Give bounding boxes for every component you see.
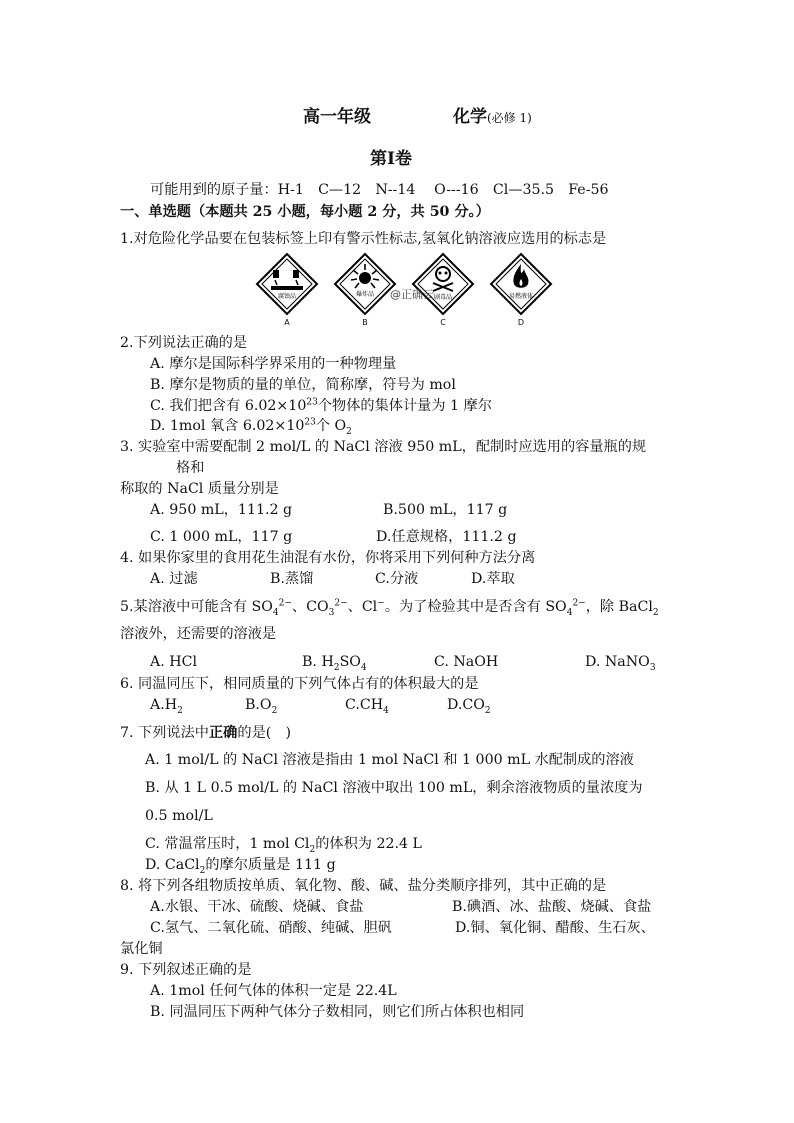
q7-stem-text: 7. 下列说法中	[120, 725, 209, 741]
edition-label: (必修 1)	[487, 111, 532, 125]
q6-c-text: C.CH	[345, 697, 384, 713]
q8-option-c: C.氢气、二氧化硫、硝酸、纯碱、胆矾	[150, 920, 392, 936]
q2-option-b: B. 摩尔是物质的量的单位，简称摩，符号为 mol	[150, 377, 456, 393]
volume-title: 第Ⅰ卷	[370, 149, 412, 169]
q7-c-sub: 2	[309, 844, 316, 855]
q2-c-text: C. 我们把含有 6.02×10	[150, 398, 307, 414]
flame-icon	[489, 252, 553, 316]
q6-stem: 6. 同温同压下，相同质量的下列气体占有的体积最大的是	[120, 676, 479, 692]
q5-s4: 4	[566, 607, 573, 618]
q7-d-text: D. CaCl	[145, 857, 200, 873]
sign-b-letter: B	[362, 318, 368, 327]
q5-b-mid: SO	[339, 654, 361, 670]
q3-option-b: B.500 mL，117 g	[383, 502, 508, 518]
q7-option-b-cont: 0.5 mol/L	[145, 808, 213, 824]
q7-option-c	[145, 836, 422, 855]
q5-b-s2: 4	[360, 662, 367, 673]
q2-d-sub: 2	[346, 426, 352, 437]
q9-option-b: B. 同温同压下两种气体分子数相同，则它们所占体积也相同	[150, 1004, 525, 1020]
q6-c-sub: 4	[383, 705, 389, 716]
sign-d-letter: D	[517, 318, 525, 327]
q6-b-text: B.O	[245, 697, 272, 713]
sign-a-text: 腐蚀品	[277, 293, 297, 300]
section-title: 一、单选题（本题共 25 小题，每小题 2 分，共 50 分。）	[120, 204, 490, 220]
q7-c-text: C. 常温常压时，1 mol Cl	[145, 836, 310, 852]
sign-d-text: 易燃液体	[508, 293, 534, 300]
sign-c-letter: C	[440, 318, 446, 327]
sign-c-text: 剧毒品	[433, 294, 453, 301]
q3-option-a: A. 950 mL，111.2 g	[150, 502, 293, 518]
q2-c-tail: 个物体的集体计量为 1 摩尔	[317, 398, 492, 414]
q5-t1: 5.某溶液中可能含有 SO	[120, 599, 273, 615]
q2-option-c	[150, 399, 492, 413]
q2-option-d	[150, 417, 352, 437]
q7-c-tail: 的体积为 22.4 L	[315, 836, 422, 852]
q1-stem: 1.对危险化学品要在包装标签上印有警示性标志,氢氧化钠溶液应选用的标志是	[120, 231, 607, 247]
subject-name: 化学	[453, 107, 487, 127]
q3-stem-cont2: 称取的 NaCl 质量分别是	[120, 481, 279, 497]
atomic-masses: 可能用到的原子量：H-1 C—12 N--14 O---16 Cl—35.5 Fe-56	[150, 182, 609, 198]
sign-b-text: 爆炸品	[355, 291, 375, 298]
q7-stem-bold: 正确	[208, 725, 238, 741]
q5-s1: 4	[272, 607, 279, 618]
q5-c2: 2−	[334, 598, 348, 609]
q8-stem: 8. 将下列各组物质按单质、氧化物、酸、碱、盐分类顺序排列，其中正确的是	[120, 878, 607, 894]
q7-option-b: B. 从 1 L 0.5 mol/L 的 NaCl 溶液中取出 100 mL，剩余溶液物质的量浓度为	[145, 780, 643, 796]
q5-option-b	[302, 654, 367, 673]
q9-stem: 9. 下列叙述正确的是	[120, 962, 252, 978]
q3-option-d: D.任意规格，111.2 g	[376, 529, 517, 545]
q6-option-b	[245, 697, 278, 716]
q6-a-sub: 2	[177, 705, 183, 716]
q2-option-a: A. 摩尔是国际科学界采用的一种物理量	[150, 356, 397, 372]
grade-title: 高一年级	[303, 107, 371, 127]
q8-option-b: B.碘酒、冰、盐酸、烧碱、食盐	[452, 899, 652, 915]
q5-b-s1: 2	[333, 662, 340, 673]
q6-d-text: D.CO	[447, 697, 485, 713]
q6-option-d	[447, 697, 491, 716]
sign-b	[333, 252, 397, 332]
q9-option-a: A. 1mol 任何气体的体积一定是 22.4L	[150, 983, 397, 999]
q5-s2: 3	[328, 607, 335, 618]
sign-a-letter: A	[284, 318, 290, 327]
q7-d-sub: 2	[199, 865, 206, 876]
q5-stem	[120, 598, 659, 618]
q5-d-text: D. NaNO	[585, 654, 650, 670]
sign-d	[489, 252, 553, 332]
corrosive-icon	[255, 252, 319, 316]
q5-t5: ，除 BaCl	[585, 599, 653, 615]
q5-option-d	[585, 654, 656, 673]
q5-c4: 2−	[572, 598, 586, 609]
q5-s5: 2	[652, 607, 659, 618]
q7-stem	[120, 726, 291, 740]
q7-option-a: A. 1 mol/L 的 NaCl 溶液是指由 1 mol NaCl 和 1 000 mL 水配制成的溶液	[145, 752, 634, 768]
q5-t4: 。为了检验其中是否含有 SO	[384, 599, 567, 615]
q6-a-text: A.H	[150, 697, 178, 713]
q5-t2: 、CO	[291, 599, 329, 615]
q7-d-tail: 的摩尔质量是 111 g	[205, 857, 336, 873]
q2-d-text: D. 1mol 氧含 6.02×10	[150, 418, 305, 434]
q7-option-d	[145, 857, 336, 876]
q5-b-text: B. H	[302, 654, 334, 670]
q7-stem-tail: 的是( )	[237, 725, 292, 741]
q3-stem-cont: 格和	[176, 460, 205, 476]
q2-c-sup: 23	[306, 397, 318, 408]
skull-icon	[411, 252, 475, 316]
subject-title	[453, 109, 532, 126]
sign-a	[255, 252, 319, 332]
q5-option-a: A. HCl	[150, 654, 198, 670]
q5-option-c: C. NaOH	[434, 654, 499, 670]
q4-option-c: C.分液	[375, 571, 419, 587]
q8-option-a: A.水银、干冰、硫酸、烧碱、食盐	[150, 899, 364, 915]
q5-stem-cont: 溶液外，还需要的溶液是	[120, 626, 277, 642]
q6-option-c	[345, 697, 389, 716]
q4-option-a: A. 过滤	[150, 571, 198, 587]
q5-t3: 、Cl	[347, 599, 378, 615]
q3-stem: 3. 实验室中需要配制 2 mol/L 的 NaCl 溶液 950 mL，配制时应选用的容量瓶的规	[120, 439, 647, 455]
q4-stem: 4. 如果你家里的食用花生油混有水份，你将采用下列何种方法分离	[120, 550, 536, 566]
q2-d-mid: 个 O	[315, 418, 347, 434]
q8-option-d: D.铜、氧化铜、醋酸、生石灰、	[455, 920, 655, 936]
q6-b-sub: 2	[271, 705, 278, 716]
q4-option-b: B.蒸馏	[270, 571, 314, 587]
q4-option-d: D.萃取	[471, 571, 515, 587]
q2-d-sup: 23	[304, 417, 316, 428]
q3-option-c: C. 1 000 mL，117 g	[150, 529, 293, 545]
q5-c1: 2−	[278, 598, 292, 609]
q2-stem: 2.下列说法正确的是	[120, 335, 248, 351]
explosive-icon	[333, 252, 397, 316]
q6-d-sub: 2	[484, 705, 491, 716]
q5-d-sub: 3	[649, 662, 656, 673]
q5-c3: −	[377, 598, 385, 609]
watermark: @正确云	[390, 288, 434, 301]
q8-option-d-cont: 氯化铜	[120, 941, 163, 957]
q6-option-a	[150, 697, 183, 716]
